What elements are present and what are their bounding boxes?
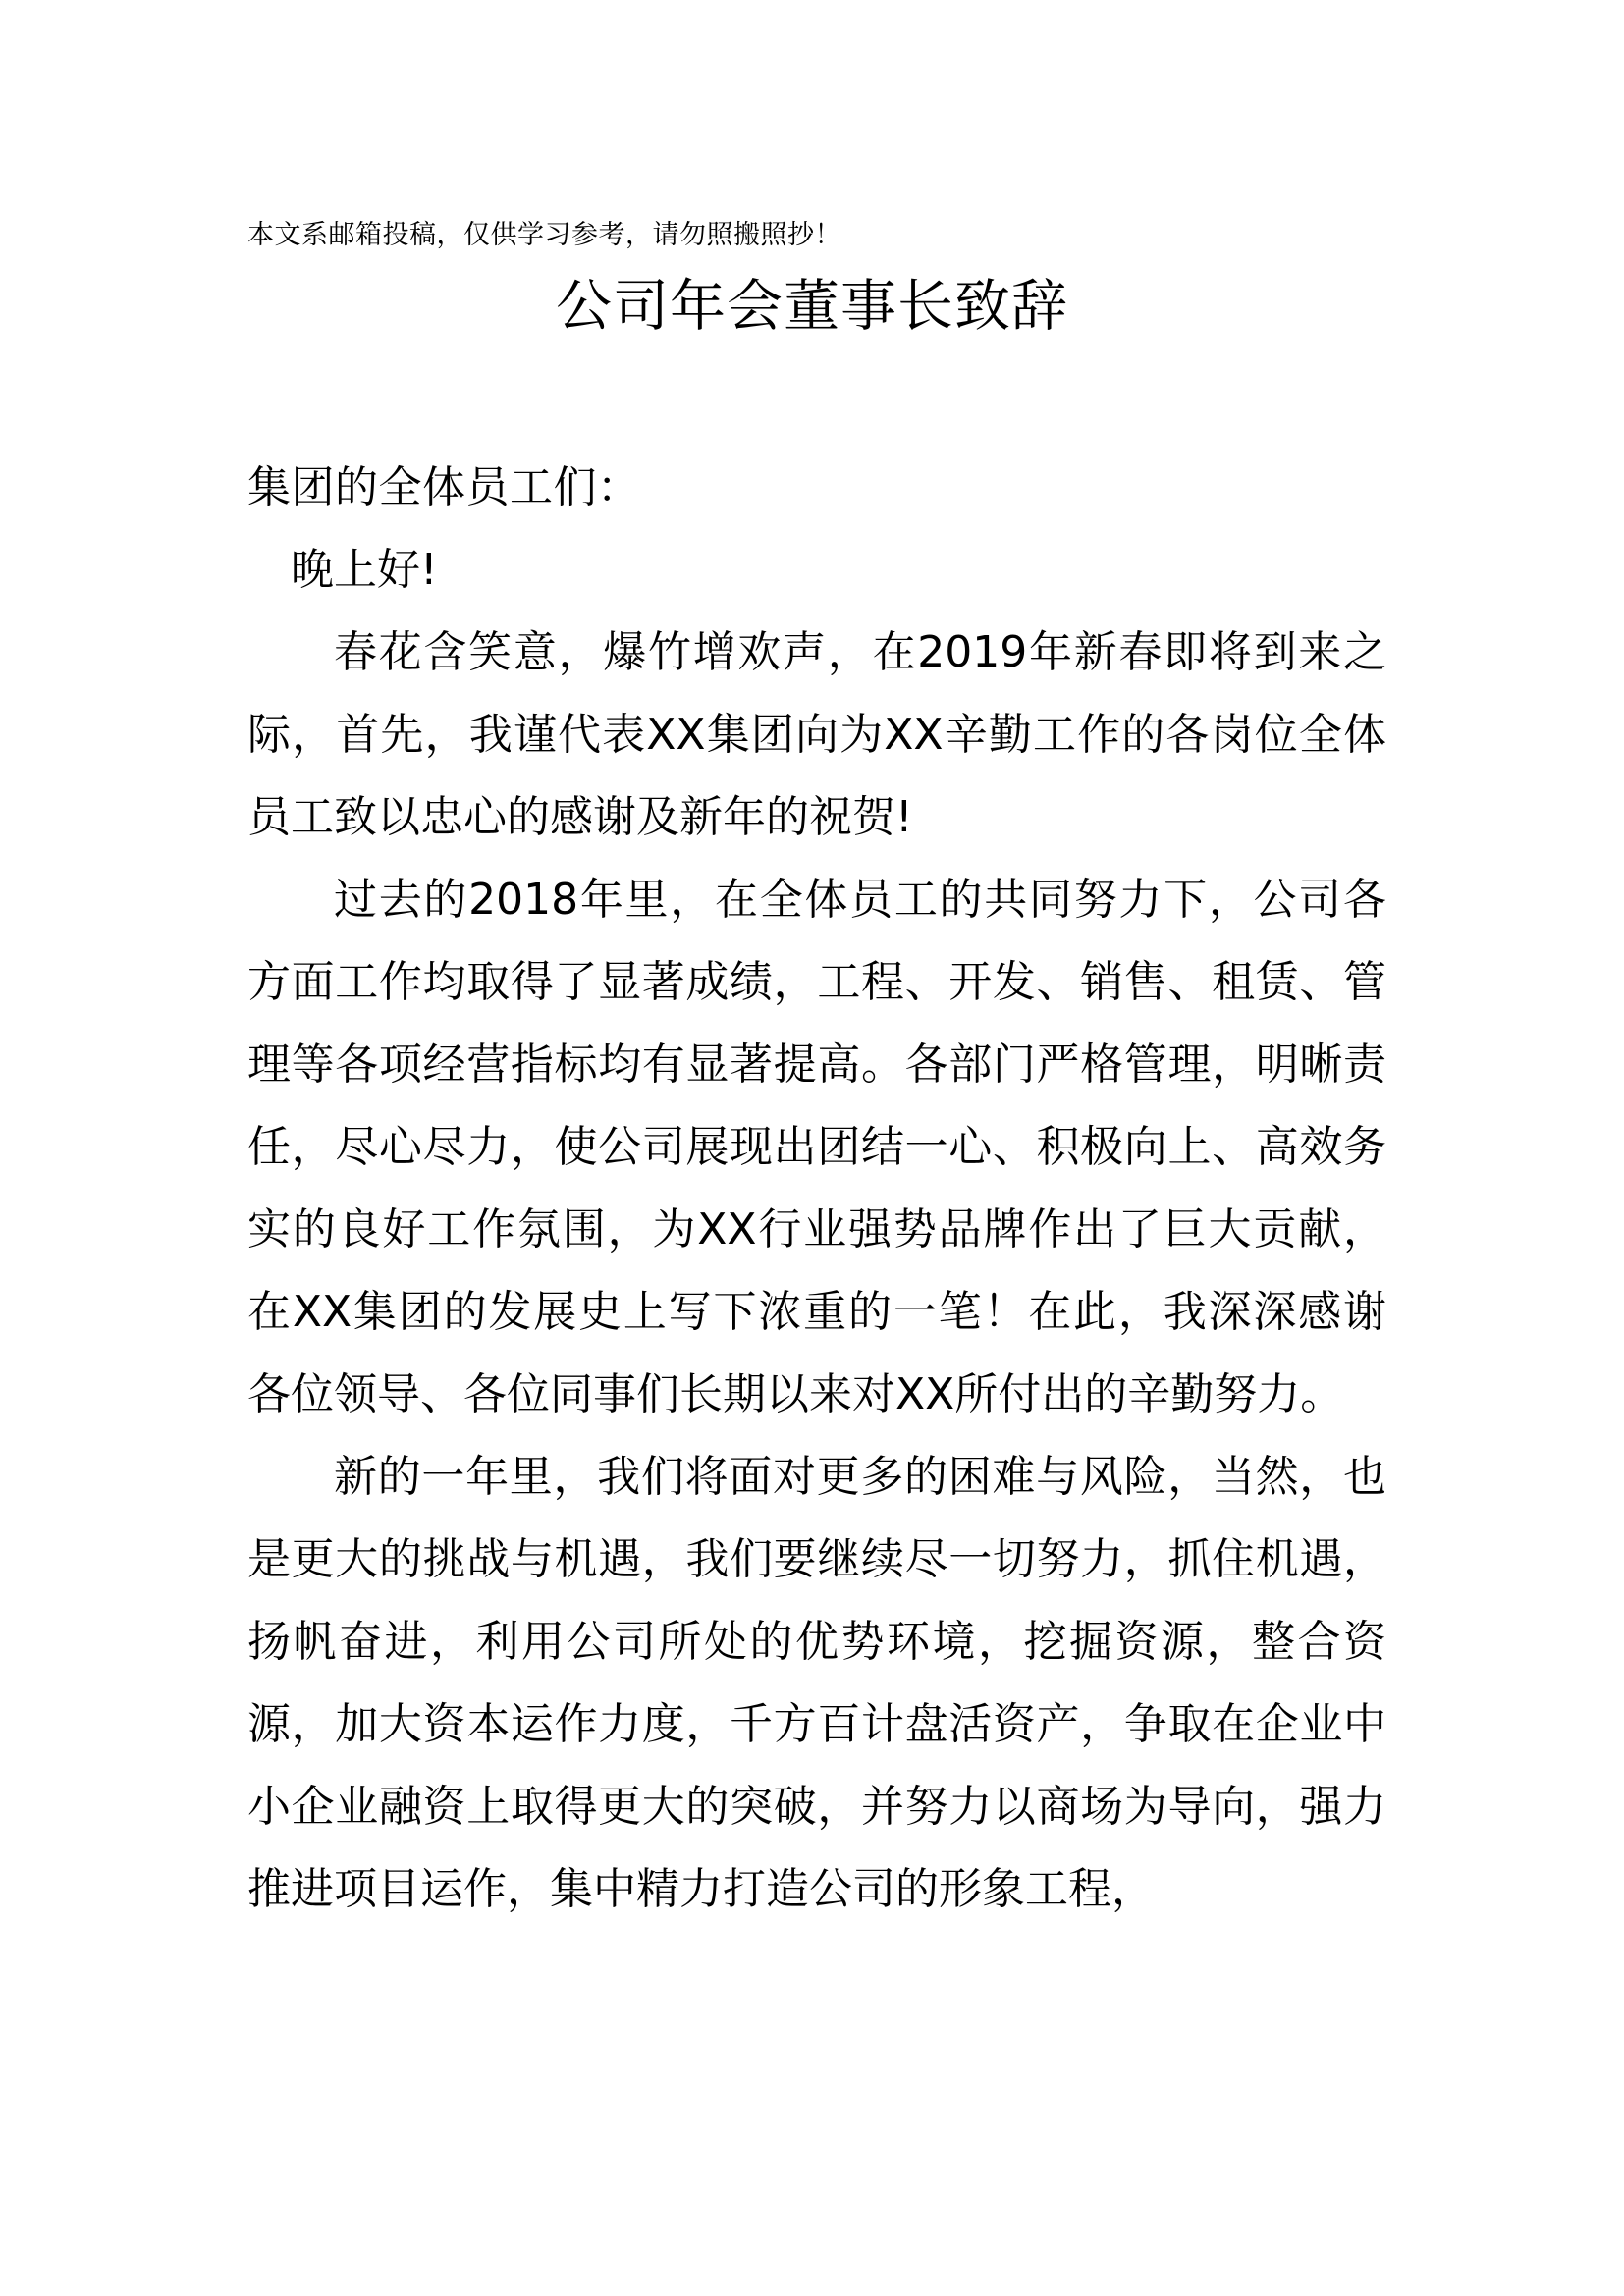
- salutation: 集团的全体员工们：: [247, 462, 641, 512]
- document-body: [247, 447, 1386, 1931]
- paragraph-new-year-outlook: 新的一年里，我们将面对更多的困难与风险，当然，也是更大的挑战与机遇，我们要继续尽一切努力，抓住机遇，扬帆奋进，利用公司所处的优势环境，挖掘资源，整合资源，加大资本运作力度，千方百计盘活资产，争取在企业中小企业融资上取得更大的突破，并努力以商场为导向，强力推进项目运作，集中精力打造公司的形象工程，: [247, 1452, 1386, 1914]
- document-title: 公司年会董事长致辞: [556, 274, 1068, 339]
- paragraph-review-2018: 过去的2018年里，在全体员工的共同努力下，公司各方面工作均取得了显著成绩，工程、开发、销售、租赁、管理等各项经营指标均有显著提高。各部门严格管理，明晰责任，尽心尽力，使公司展现出团结一心、积极向上、高效务实的良好工作氛围，为XX行业强势品牌作出了巨大贡献，在XX集团的发展史上写下浓重的一笔！在此，我深深感谢各位领导、各位同事们长期以来对XX所付出的辛勤努力。: [247, 875, 1386, 1419]
- greeting: 晚上好!: [291, 545, 438, 595]
- paragraph-opening: 春花含笑意，爆竹增欢声，在2019年新春即将到来之际，首先，我谨代表XX集团向为XX辛勤工作的各岗位全体员工致以忠心的感谢及新年的祝贺!: [247, 627, 1386, 842]
- submission-notice: 本文系邮箱投稿，仅供学习参考，请勿照搬照抄！: [247, 220, 841, 250]
